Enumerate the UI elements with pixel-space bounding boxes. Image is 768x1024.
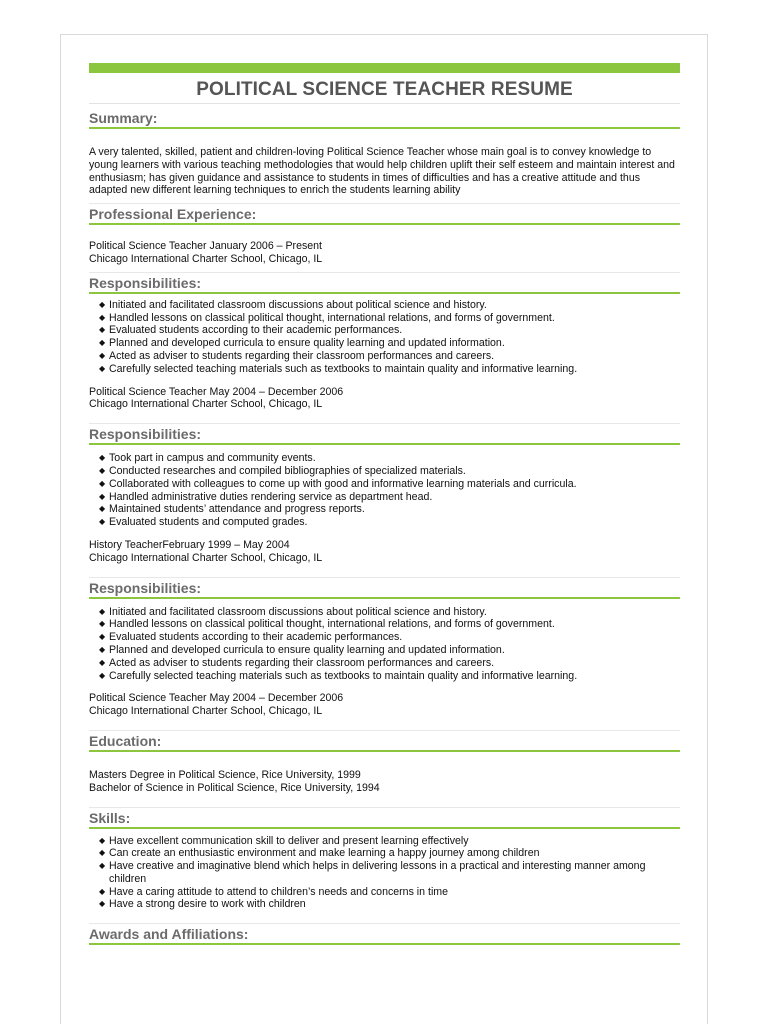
responsibilities-list	[89, 299, 680, 376]
list-item: ◆ Carefully selected teaching materials such as textbooks to maintain quality and informative learning.	[99, 362, 578, 375]
summary-text: A very talented, skilled, patient and children-loving Political Science Teacher whose main goal is to convey knowledge to young learners with various teaching methodologies that would help children uplift their self esteem and maintain interest and enthusiasm; has given guidance and assistance to students in times of difficulties and has a creative attitude and thus adapted new different learning techniques to enrich the students learning ability	[89, 146, 675, 197]
bullet-icon: ◆	[99, 338, 106, 348]
experience-heading: Professional Experience:	[89, 206, 680, 225]
bullet-icon: ◆	[99, 632, 106, 642]
job-organization: Chicago International Charter School, Chicago, IL	[89, 705, 323, 718]
list-item: ◆ Have a caring attitude to attend to children’s needs and concerns in time	[99, 885, 449, 898]
page-title: POLITICAL SCIENCE TEACHER RESUME	[89, 79, 680, 104]
bullet-icon: ◆	[99, 835, 106, 845]
job-title: Political Science Teacher May 2004 – December 2006	[89, 385, 344, 398]
list-item: ◆ Have creative and imaginative blend which helps in delivering lessons in a practical and interesting manner among children	[99, 860, 646, 885]
bullet-icon: ◆	[99, 478, 106, 488]
list-item: ◆ Planned and developed curricula to ensure quality learning and updated information.	[99, 643, 505, 656]
list-item: ◆ Handled lessons on classical political thought, international relations, and forms of government.	[99, 618, 555, 631]
list-item: ◆ Carefully selected teaching materials such as textbooks to maintain quality and informative learning.	[99, 669, 578, 682]
list-item: ◆ Have a strong desire to work with children	[99, 898, 306, 911]
job-organization: Chicago International Charter School, Chicago, IL	[89, 551, 323, 564]
list-item: ◆ Conducted researches and compiled bibliographies of specialized materials.	[99, 464, 466, 477]
bullet-icon: ◆	[99, 619, 106, 629]
bullet-icon: ◆	[99, 670, 106, 680]
list-item: ◆ Evaluated students and computed grades.	[99, 516, 308, 529]
list-item: ◆ Handled lessons on classical political thought, international relations, and forms of government.	[99, 311, 555, 324]
resume-content	[89, 61, 680, 945]
bullet-icon: ◆	[99, 886, 106, 896]
bullet-icon: ◆	[99, 517, 106, 527]
list-item: ◆ Planned and developed curricula to ensure quality learning and updated information.	[99, 337, 505, 350]
bullet-icon: ◆	[99, 299, 106, 309]
bullet-icon: ◆	[99, 325, 106, 335]
responsibilities-heading: Responsibilities:	[89, 275, 680, 294]
education-heading: Education:	[89, 733, 680, 752]
bullet-icon: ◆	[99, 644, 106, 654]
responsibilities-heading: Responsibilities:	[89, 580, 680, 599]
job-title: Political Science Teacher January 2006 – Present	[89, 240, 323, 253]
job-title: History TeacherFebruary 1999 – May 2004	[89, 538, 290, 551]
list-item: ◆ Can create an enthusiastic environment and make learning a happy journey among children	[99, 847, 540, 860]
bullet-icon: ◆	[99, 363, 106, 373]
education-entry: Masters Degree in Political Science, Rice University, 1999	[89, 768, 361, 781]
resume-page	[60, 34, 708, 1024]
bullet-icon: ◆	[99, 504, 106, 514]
job-organization: Chicago International Charter School, Chicago, IL	[89, 398, 323, 411]
list-item: ◆ Evaluated students according to their academic performances.	[99, 631, 403, 644]
list-item: ◆ Initiated and facilitated classroom discussions about political science and history.	[99, 605, 487, 618]
bullet-icon: ◆	[99, 606, 106, 616]
bullet-icon: ◆	[99, 350, 106, 360]
list-item: ◆ Maintained students’ attendance and progress reports.	[99, 503, 365, 516]
list-item: ◆ Initiated and facilitated classroom discussions about political science and history.	[99, 298, 487, 311]
bullet-icon: ◆	[99, 312, 106, 322]
responsibilities-heading: Responsibilities:	[89, 426, 680, 445]
bullet-icon: ◆	[99, 848, 106, 858]
job-organization: Chicago International Charter School, Chicago, IL	[89, 252, 323, 265]
list-item: ◆ Acted as adviser to students regarding their classroom performances and careers.	[99, 656, 495, 669]
list-item: ◆ Acted as adviser to students regarding their classroom performances and careers.	[99, 349, 495, 362]
skills-heading: Skills:	[89, 810, 680, 829]
summary-heading: Summary:	[89, 110, 680, 129]
skills-list	[89, 835, 680, 912]
responsibilities-list	[89, 606, 680, 683]
awards-heading: Awards and Affiliations:	[89, 926, 680, 945]
list-item: ◆ Collaborated with colleagues to come up with good and informative learning materials and curricula.	[99, 477, 577, 490]
list-item: ◆ Evaluated students according to their academic performances.	[99, 324, 403, 337]
bullet-icon: ◆	[99, 861, 106, 871]
responsibilities-list	[89, 452, 680, 529]
list-item: ◆ Handled administrative duties rendering service as department head.	[99, 490, 433, 503]
accent-bar	[89, 63, 680, 73]
bullet-icon: ◆	[99, 491, 106, 501]
list-item: ◆ Have excellent communication skill to deliver and present learning effectively	[99, 834, 469, 847]
list-item: ◆ Took part in campus and community events.	[99, 452, 316, 465]
bullet-icon: ◆	[99, 899, 106, 909]
bullet-icon: ◆	[99, 453, 106, 463]
bullet-icon: ◆	[99, 657, 106, 667]
bullet-icon: ◆	[99, 465, 106, 475]
education-entry: Bachelor of Science in Political Science, Rice University, 1994	[89, 781, 380, 794]
job-title: Political Science Teacher May 2004 – December 2006	[89, 692, 344, 705]
